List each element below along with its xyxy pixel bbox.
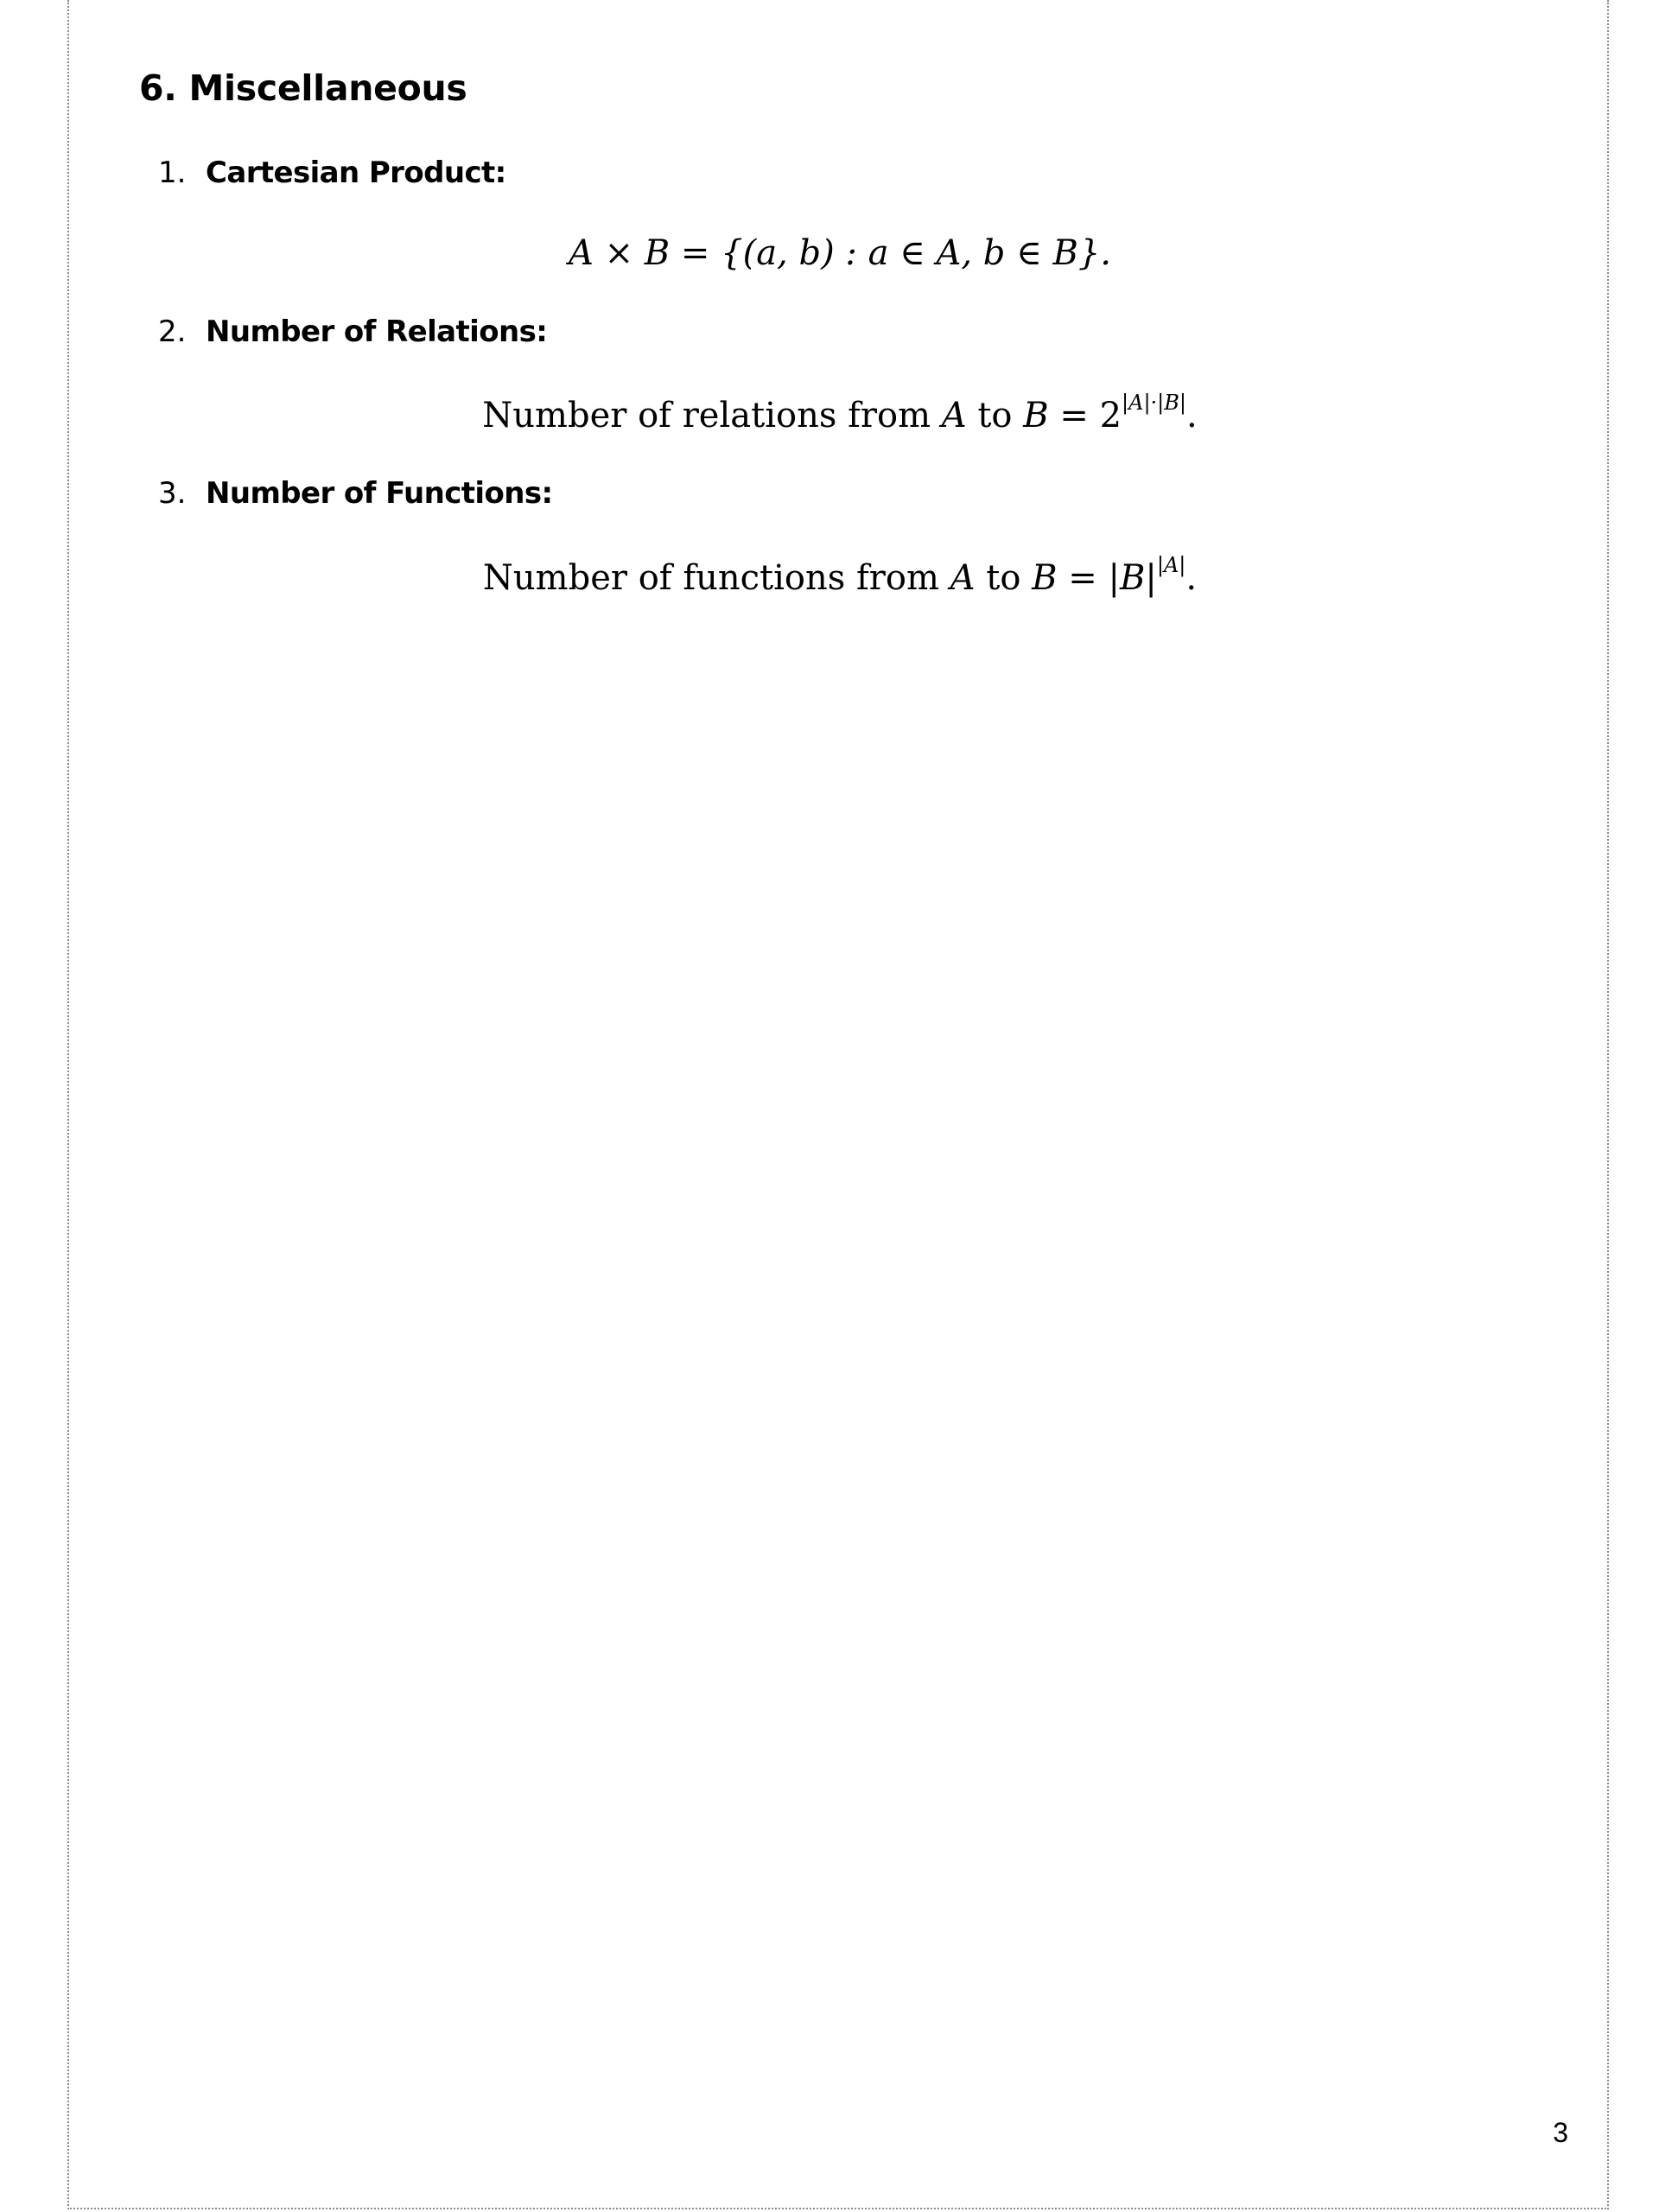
formula-text-to: to — [977, 396, 1013, 435]
list-item-label: Number of Relations: — [206, 315, 548, 349]
document-page — [67, 0, 1609, 2209]
formula-rhs: {(a, b) : a ∈ A, b ∈ B}. — [721, 233, 1112, 273]
formula-base: 2 — [1099, 396, 1122, 435]
formula-var-b: B — [1032, 558, 1058, 598]
formula-number-of-relations — [69, 391, 1611, 435]
formula-cartesian-product — [69, 233, 1611, 273]
list-item-number: 2. — [158, 315, 187, 349]
formula-text: Number of functions from — [482, 558, 939, 598]
formula-lhs: A × B — [568, 233, 671, 273]
formula-exponent: |A| — [1156, 553, 1186, 577]
formula-number-of-functions — [69, 553, 1611, 598]
formula-equals: = — [1068, 558, 1097, 598]
formula-end: . — [1185, 396, 1198, 435]
list-item-number-of-functions — [158, 476, 552, 511]
formula-equals: = — [1059, 396, 1089, 435]
formula-end: . — [1185, 558, 1198, 598]
formula-base: |B| — [1108, 558, 1157, 598]
formula-var-a: A — [941, 396, 967, 435]
formula-text-to: to — [986, 558, 1021, 598]
formula-equals: = — [680, 233, 710, 273]
formula-exponent: |A|·|B| — [1122, 391, 1186, 415]
list-item-label: Number of Functions: — [206, 476, 553, 511]
formula-var-a: A — [950, 558, 976, 598]
list-item-number: 1. — [158, 156, 187, 190]
formula-var-b: B — [1023, 396, 1049, 435]
section-title: 6. Miscellaneous — [139, 67, 467, 109]
formula-text: Number of relations from — [482, 396, 931, 435]
list-item-number: 3. — [158, 476, 187, 511]
list-item-cartesian-product — [158, 156, 506, 190]
list-item-label: Cartesian Product: — [206, 156, 506, 190]
list-item-number-of-relations — [158, 315, 547, 349]
page-number: 3 — [1553, 2117, 1568, 2148]
